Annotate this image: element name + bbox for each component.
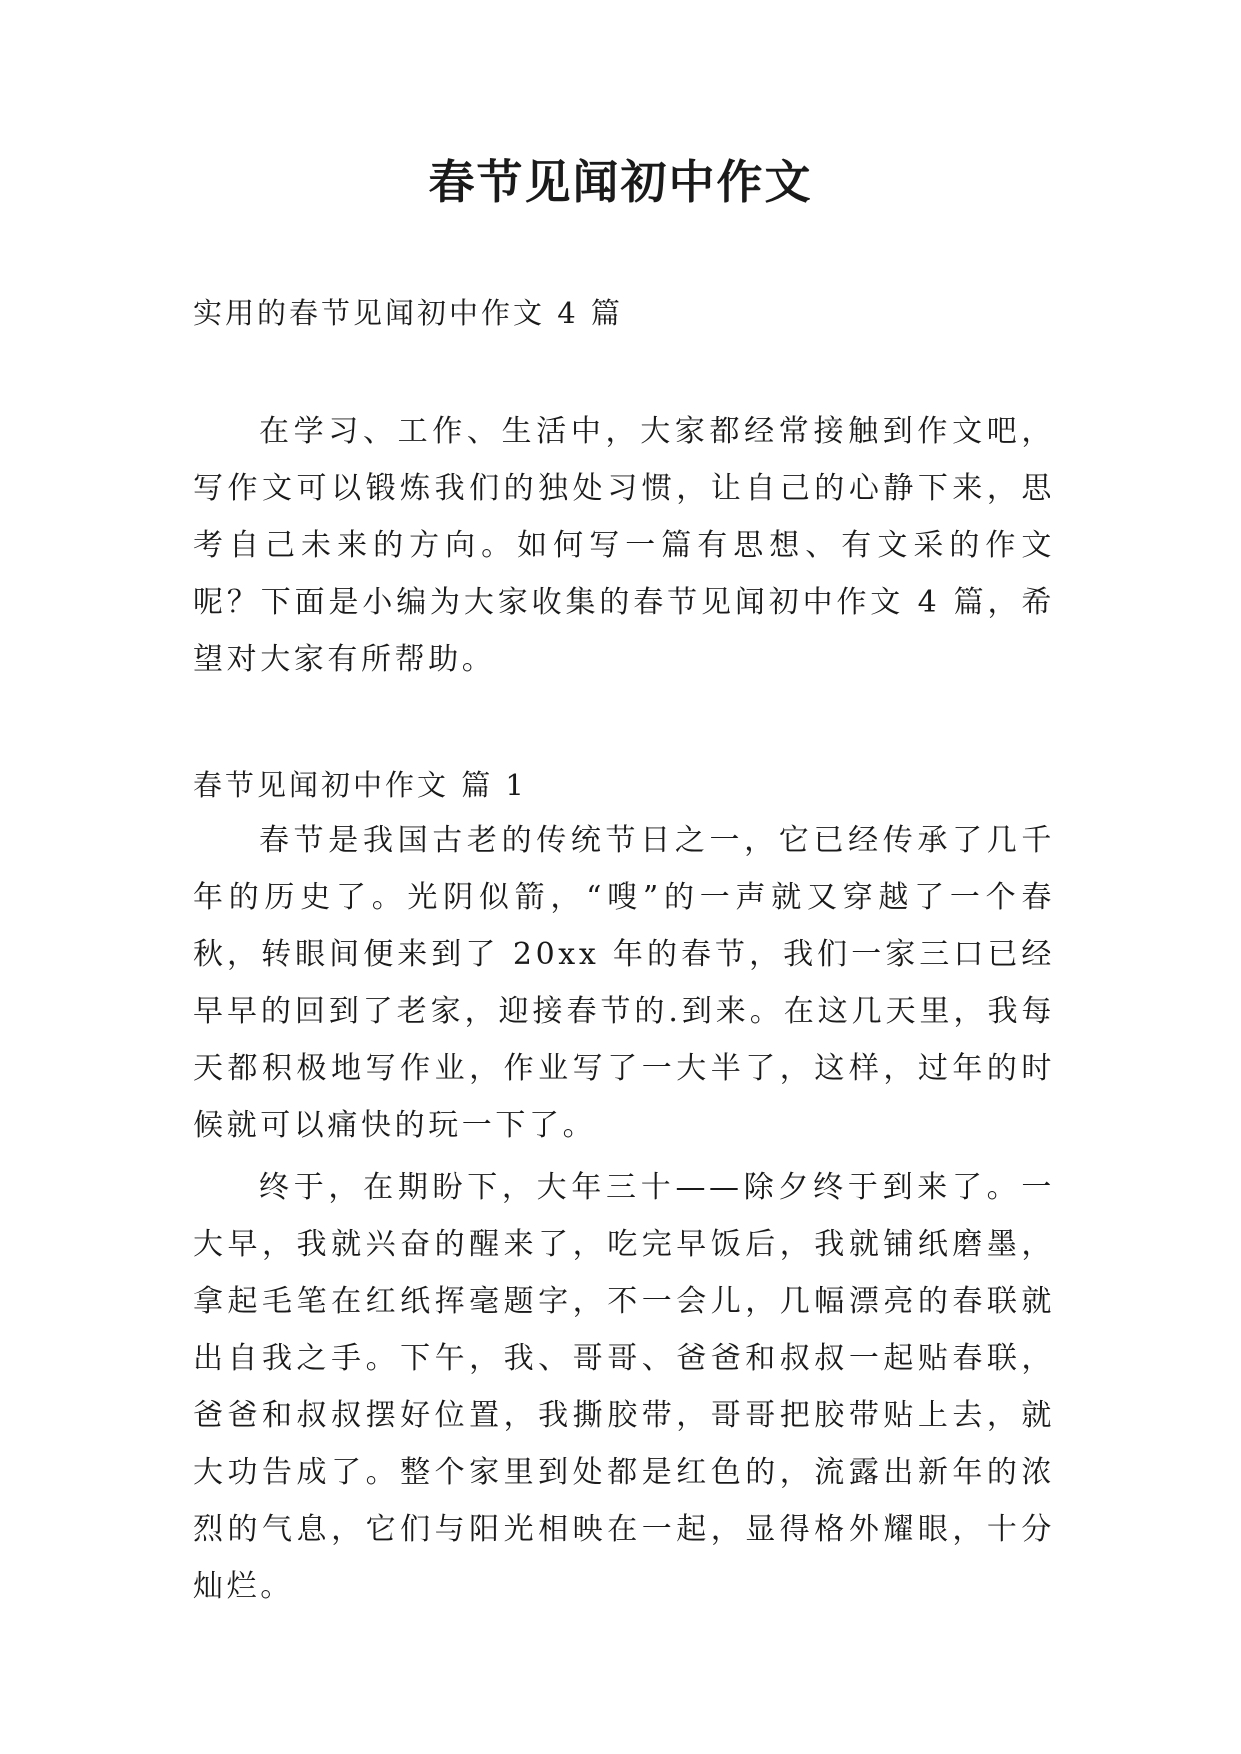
document-title: 春节见闻初中作文 [428,155,813,209]
section-heading: 春节见闻初中作文 篇 1 [193,768,527,802]
document-subtitle: 实用的春节见闻初中作文 4 篇 [193,296,623,330]
body-paragraph: 终于，在期盼下，大年三十——除夕终于到来了。一大早，我就兴奋的醒来了，吃完早饭后，我就铺纸磨墨，拿起毛笔在红纸挥毫题字，不一会儿，几幅漂亮的春联就出自我之手。下午，我、哥哥、爸爸和叔叔一起贴春联，爸爸和叔叔摆好位置，我撕胶带，哥哥把胶带贴上去，就大功告成了。整个家里到处都是红色的，流露出新年的浓烈的气息，它们与阳光相映在一起，显得格外耀眼，十分灿烂。 [193,1170,1055,1604]
body-paragraph: 春节是我国古老的传统节日之一，它已经传承了几千年的历史了。光阴似箭，“嗖”的一声就又穿越了一个春秋，转眼间便来到了 20xx 年的春节，我们一家三口已经早早的回到了老家，迎接春节的.到来。在这几天里，我每天都积极地写作业，作业写了一大半了，这样，过年的时候就可以痛快的玩一下了。 [193,823,1055,1143]
intro-paragraph: 在学习、工作、生活中，大家都经常接触到作文吧，写作文可以锻炼我们的独处习惯，让自己的心静下来，思考自己未来的方向。如何写一篇有思想、有文采的作文呢？下面是小编为大家收集的春节见闻初中作文 4 篇，希望对大家有所帮助。 [193,414,1055,677]
